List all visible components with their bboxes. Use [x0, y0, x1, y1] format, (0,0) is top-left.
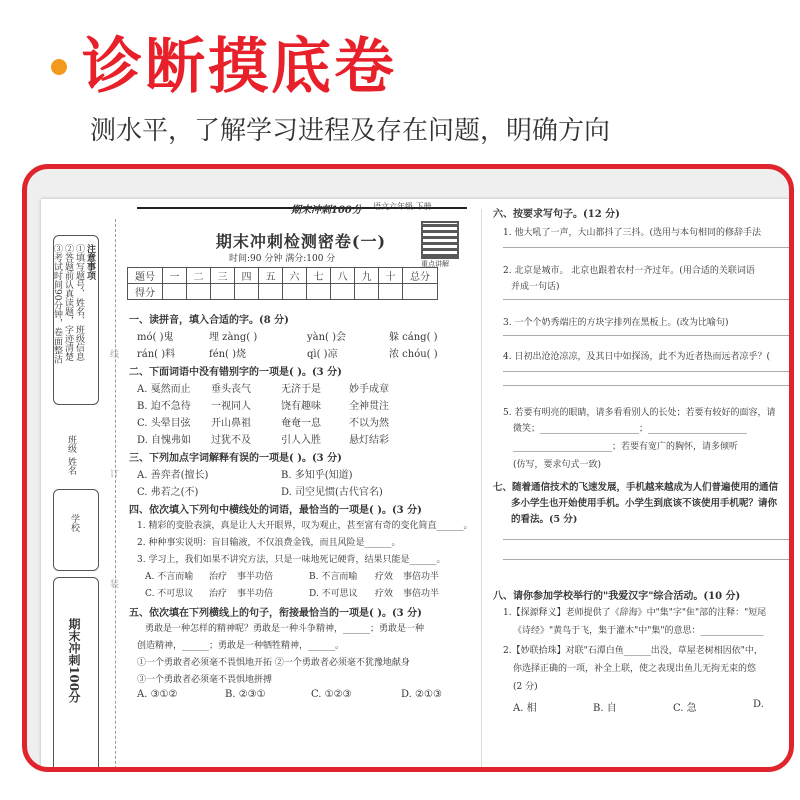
q4-option: 治疗 [209, 589, 228, 599]
q1-item: qì( )凉 [307, 349, 338, 360]
q4-option: D. 不可思议 [309, 589, 358, 599]
notice-title: 注意事项 [85, 244, 95, 280]
q6-title: 六、按要求写句子。(12 分) [493, 209, 620, 220]
q1-item: mó( )鬼 [137, 332, 174, 343]
orange-bullet-icon [51, 59, 67, 75]
school-label: 学校 [69, 514, 79, 532]
series-label: 期末冲刺100分 [291, 205, 362, 216]
answer-line[interactable] [503, 559, 794, 560]
q1-item: yàn( )会 [307, 332, 347, 343]
q3-title: 三、下列加点字词解释有误的一项是( )。(3 分) [129, 453, 342, 464]
brand-label: 期末冲刺100分 [67, 618, 81, 704]
answer-line[interactable] [503, 335, 794, 336]
q1-item: 埋 zàng( ) [209, 332, 258, 343]
exam-title: 期末冲刺检测密卷(一) [215, 232, 387, 251]
exam-meta: 时间:90 分钟 满分:100 分 [229, 254, 336, 264]
q8-line: 《诗经》"黄鸟于飞，集于灌木"中"集"的意思：______________ [513, 626, 764, 636]
score-table [127, 267, 438, 300]
q8-option: C. 急 [673, 703, 697, 714]
page-title: 诊断摸底卷 [82, 32, 397, 102]
notice-line: ①填写题号、姓名、班级信息 [74, 244, 84, 361]
cut-mark: 订 [108, 469, 118, 478]
q4-option: C. 不可思议 [145, 589, 194, 599]
q4-line: 1. 精彩的变脸表演，真是让人大开眼界，叹为观止，甚至富有奇的变化简直______。 [137, 521, 473, 531]
q2-option: 妙手成章 [349, 384, 389, 395]
q2-option: D. 自愧弗如 [137, 435, 192, 446]
school-box [53, 489, 99, 571]
q4-option: A. 不言而喻 [145, 572, 194, 582]
q5-option: B. ②③① [225, 689, 266, 700]
q2-option: 悬灯结彩 [349, 435, 389, 446]
q5-line: 创造精神，______；勇敢是一种牺牲精神，______。 [137, 641, 345, 651]
score-value-row: 得分 [128, 284, 438, 300]
brand-box [53, 577, 99, 772]
answer-line[interactable] [503, 371, 794, 372]
q4-option: B. 不言而喻 [309, 572, 358, 582]
q1-item: 浓 chóu( ) [389, 349, 438, 360]
q5-option: A. ③①② [137, 689, 178, 700]
q7-title: 七、随着通信技术的飞速发展，手机越来越成为人们普遍使用的通信 [493, 482, 779, 493]
q4-line: 2. 种种事实说明：盲目输液，不仅浪费金钱，而且风险是______。 [137, 538, 401, 548]
q4-option: 事半功倍 [237, 589, 274, 599]
q3-option: B. 多知乎(知道) [281, 470, 353, 481]
qr-code-icon [421, 221, 459, 259]
q8-line: 1.【探源释义】老师提供了《辞海》中"集"字"隹"部的注释："短尾 [503, 608, 767, 618]
q2-option: 不以为然 [349, 418, 389, 429]
binding-line [115, 219, 116, 772]
q4-line: 3. 学习上，我们如果不讲究方法，只是一味地死记硬背，结果只能是______。 [137, 555, 446, 565]
q6-item: (仿写，要求句式一致) [513, 460, 602, 470]
q2-option: 全神贯注 [349, 401, 389, 412]
q2-option: 一视同人 [211, 401, 251, 412]
q7-line: 多小学生也开始使用手机。小学生到底该不该使用手机呢？请你 [511, 498, 778, 509]
answer-line[interactable] [503, 539, 794, 540]
q1-item: 躲 cáng( ) [389, 332, 438, 343]
q5-line: 勇敢是一种怎样的精神呢？勇敢是一种斗争精神，______；勇敢是一种 [145, 624, 425, 634]
cut-mark: 装 [108, 579, 118, 588]
q6-item: 2. 北京是城市。 北京也跟着农村一齐过年。(用合适的关联词语 [503, 266, 755, 276]
page-subtitle: 测水平，了解学习进程及存在问题，明确方向 [90, 116, 611, 146]
qr-label: 重点讲解 [421, 260, 449, 268]
q6-item: 5. 若要有明亮的眼睛，请多看看别人的长处；若要有较好的面容，请 [503, 408, 776, 418]
answer-line[interactable] [503, 299, 794, 300]
q4-option: 疗效 [375, 589, 394, 599]
q2-option: 垂头丧气 [211, 384, 251, 395]
notice-line: ②答题前认真读题，字迹清楚 [63, 244, 73, 361]
q6-item: 微笑；______________________；______________________ [513, 424, 748, 434]
q2-title: 二、下面词语中没有错别字的一项是( )。(3 分) [129, 367, 342, 378]
answer-line[interactable] [503, 247, 794, 248]
q8-option: B. 自 [593, 703, 617, 714]
q5-line: ③一个勇敢者必须毫不畏惧地拼搏 [137, 675, 273, 685]
q2-option: C. 头晕目弦 [137, 418, 191, 429]
q4-option: 事半功倍 [237, 572, 274, 582]
q5-title: 五、依次填在下列横线上的句子，衔接最恰当的一项是( )。(3 分) [129, 608, 422, 619]
q3-option: A. 善弈者(擅长) [137, 470, 209, 481]
q6-item: 3. 一个个奶秀端庄的方块字排列在黑板上。(改为比喻句) [503, 318, 729, 328]
cut-mark: 线 [108, 349, 118, 358]
q8-line: 2.【妙联拾珠】对联"石潭白鱼______出没，草屋老树相因依"中， [503, 646, 763, 656]
q2-option: 饶有趣味 [281, 401, 321, 412]
q2-option: 引人入胜 [281, 435, 321, 446]
answer-line[interactable] [503, 385, 794, 386]
q2-option: 过犹不及 [211, 435, 251, 446]
q4-option: 事倍功半 [403, 572, 440, 582]
column-divider [481, 209, 482, 769]
q4-option: 事倍功半 [403, 589, 440, 599]
q6-item: ______________________；若要有宽广的胸怀，请多倾听 [513, 442, 739, 452]
q4-title: 四、依次填入下列句中横线处的词语，最恰当的一项是( )。(3 分) [129, 505, 422, 516]
q2-option: 开山鼻祖 [211, 418, 251, 429]
q2-option: A. 戛然而止 [137, 384, 191, 395]
q1-item: rán( )料 [137, 349, 176, 360]
score-header-row: 题号 一 二 三 四 五 六 七 八 九 十 总分 [128, 268, 438, 284]
q2-option: B. 迫不急待 [137, 401, 191, 412]
q2-option: 奄奄一息 [281, 418, 321, 429]
notice-box [53, 235, 99, 405]
q5-line: ①一个勇敢者必须毫不畏惧地开拓 ②一个勇敢者必须毫不犹豫地献身 [137, 658, 410, 668]
exam-paper [41, 199, 794, 772]
q8-option: D. [753, 699, 764, 710]
exam-frame [22, 164, 794, 772]
q8-title: 八、请你参加学校举行的"我爱汉字"综合活动。(10 分) [493, 591, 741, 602]
q6-item: 并成一句话) [511, 282, 560, 292]
q8-line: (2 分) [513, 682, 538, 692]
q4-option: 疗效 [375, 572, 394, 582]
subject-label: 语文六年级 下册 [373, 202, 432, 211]
q5-option: C. ①②③ [311, 689, 352, 700]
q6-item: 1. 他大吼了一声，大山都抖了三抖。(选用与本句相同的修辞手法 [503, 228, 761, 238]
q5-option: D. ②①③ [401, 689, 442, 700]
q8-line: 你选择正确的一项，补全上联，使之表现出鱼儿无拘无束的悠 [513, 664, 757, 674]
q1-title: 一、读拼音，填入合适的字。(8 分) [129, 315, 289, 326]
notice-line: ③考试时间90分钟，卷面整洁 [52, 244, 62, 364]
class-label: 班级 [66, 435, 76, 453]
q8-option: A. 相 [513, 703, 537, 714]
q2-option: 无济于是 [281, 384, 321, 395]
q7-line: 的看法。(5 分) [511, 514, 578, 525]
q3-option: D. 司空见惯(古代官名) [281, 487, 383, 498]
q4-option: 治疗 [209, 572, 228, 582]
q1-item: fén( )烧 [209, 349, 247, 360]
q3-option: C. 弗若之(不) [137, 487, 199, 498]
q6-item: 4. 日初出沧沧凉凉，及其日中如探汤，此不为近者热而远者凉乎？( [503, 352, 770, 362]
name-label: 姓名 [66, 457, 76, 475]
